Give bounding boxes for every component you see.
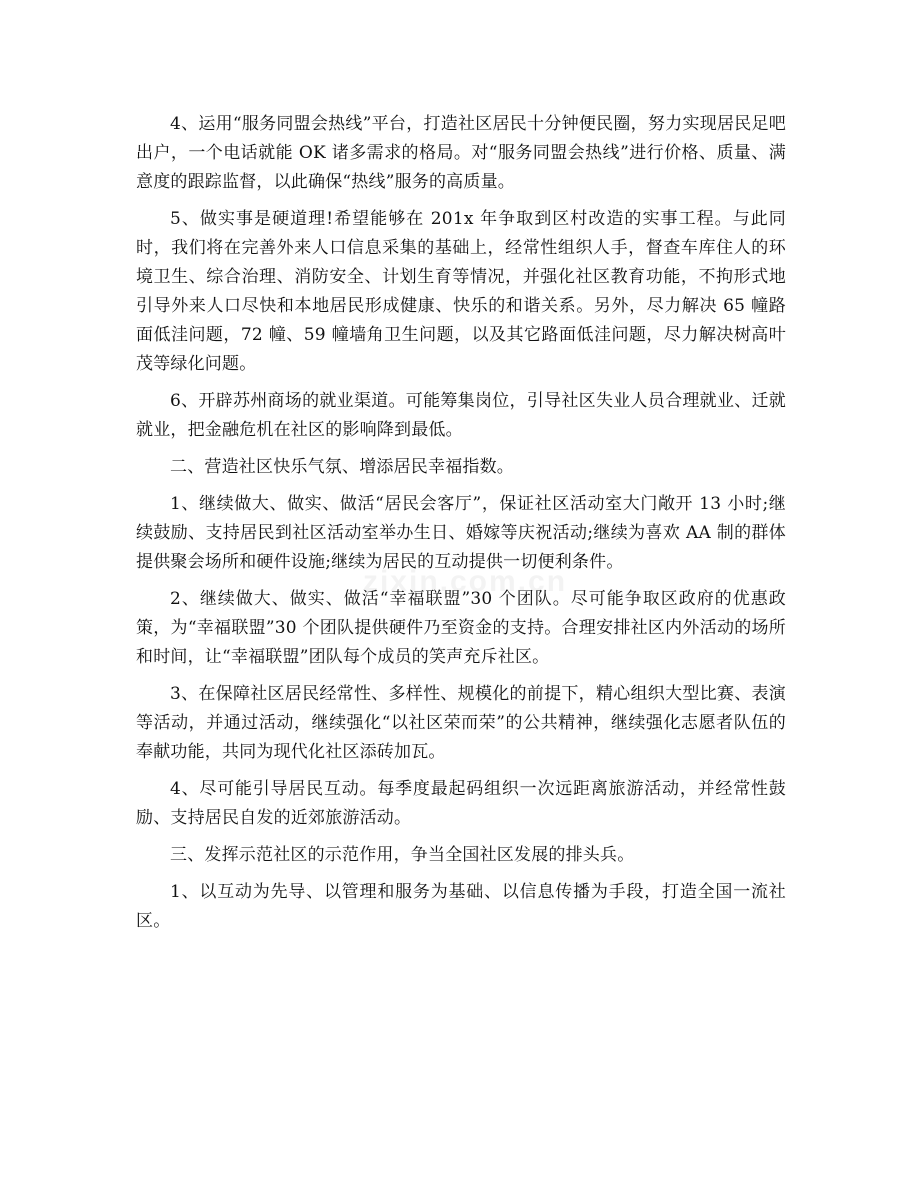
section-heading-2: 二、营造社区快乐气氛、增添居民幸福指数。 (170, 457, 514, 477)
paragraph-1: 4、运用“服务同盟会热线”平台，打造社区居民十分钟便民圈，努力实现居民足吧出户，一个电话就能 OK 诸多需求的格局。对“服务同盟会热线”进行价格、质量、满意度的跟踪监督，以此确保“热线”服务的高质量。 (136, 114, 786, 192)
paragraph-8: 1、以互动为先导、以管理和服务为基础、以信息传播为手段，打造全国一流社区。 (136, 882, 786, 931)
paragraph-6: 3、在保障社区居民经常性、多样性、规模化的前提下，精心组织大型比赛、表演等活动，并通过活动，继续强化“以社区荣而荣”的公共精神，继续强化志愿者队伍的奉献功能，共同为现代化社区添砖加瓦。 (136, 684, 786, 762)
paragraph-2: 5、做实事是硬道理!希望能够在 201x 年争取到区村改造的实事工程。与此同时，我们将在完善外来人口信息采集的基础上，经常性组织人手，督查车库住人的环境卫生、综合治理、消防安全、计划生育等情况，并强化社区教育功能，不拘形式地引导外来人口尽快和本地居民形成健康、快乐的和谐关系。另外，尽力解决 65 幢路面低洼问题，72 幢、59 幢墙角卫生问题，以及其它路面低洼问题，尽力解决树高叶茂等绿化问题。 (136, 209, 786, 374)
paragraph-5: 2、继续做大、做实、做活“幸福联盟”30 个团队。尽可能争取区政府的优惠政策，为“幸福联盟”30 个团队提供硬件乃至资金的支持。合理安排社区内外活动的场所和时间，让“幸福联盟”团队每个成员的笑声充斥社区。 (136, 589, 786, 667)
paragraph-4: 1、继续做大、做实、做活“居民会客厅”，保证社区活动室大门敞开 13 小时;继续鼓励、支持居民到社区活动室举办生日、婚嫁等庆祝活动;继续为喜欢 AA 制的群体提供聚会场所和硬件设施;继续为居民的互动提供一切便利条件。 (136, 494, 786, 572)
paragraph-7: 4、尽可能引导居民互动。每季度最起码组织一次远距离旅游活动，并经常性鼓励、支持居民自发的近郊旅游活动。 (136, 779, 786, 828)
paragraph-3: 6、开辟苏州商场的就业渠道。可能筹集岗位，引导社区失业人员合理就业、迁就就业，把金融危机在社区的影响降到最低。 (136, 391, 786, 440)
watermark: zixin.com.cn (362, 565, 568, 598)
section-heading-3: 三、发挥示范社区的示范作用，争当全国社区发展的排头兵。 (170, 845, 635, 865)
document-body (136, 110, 786, 944)
